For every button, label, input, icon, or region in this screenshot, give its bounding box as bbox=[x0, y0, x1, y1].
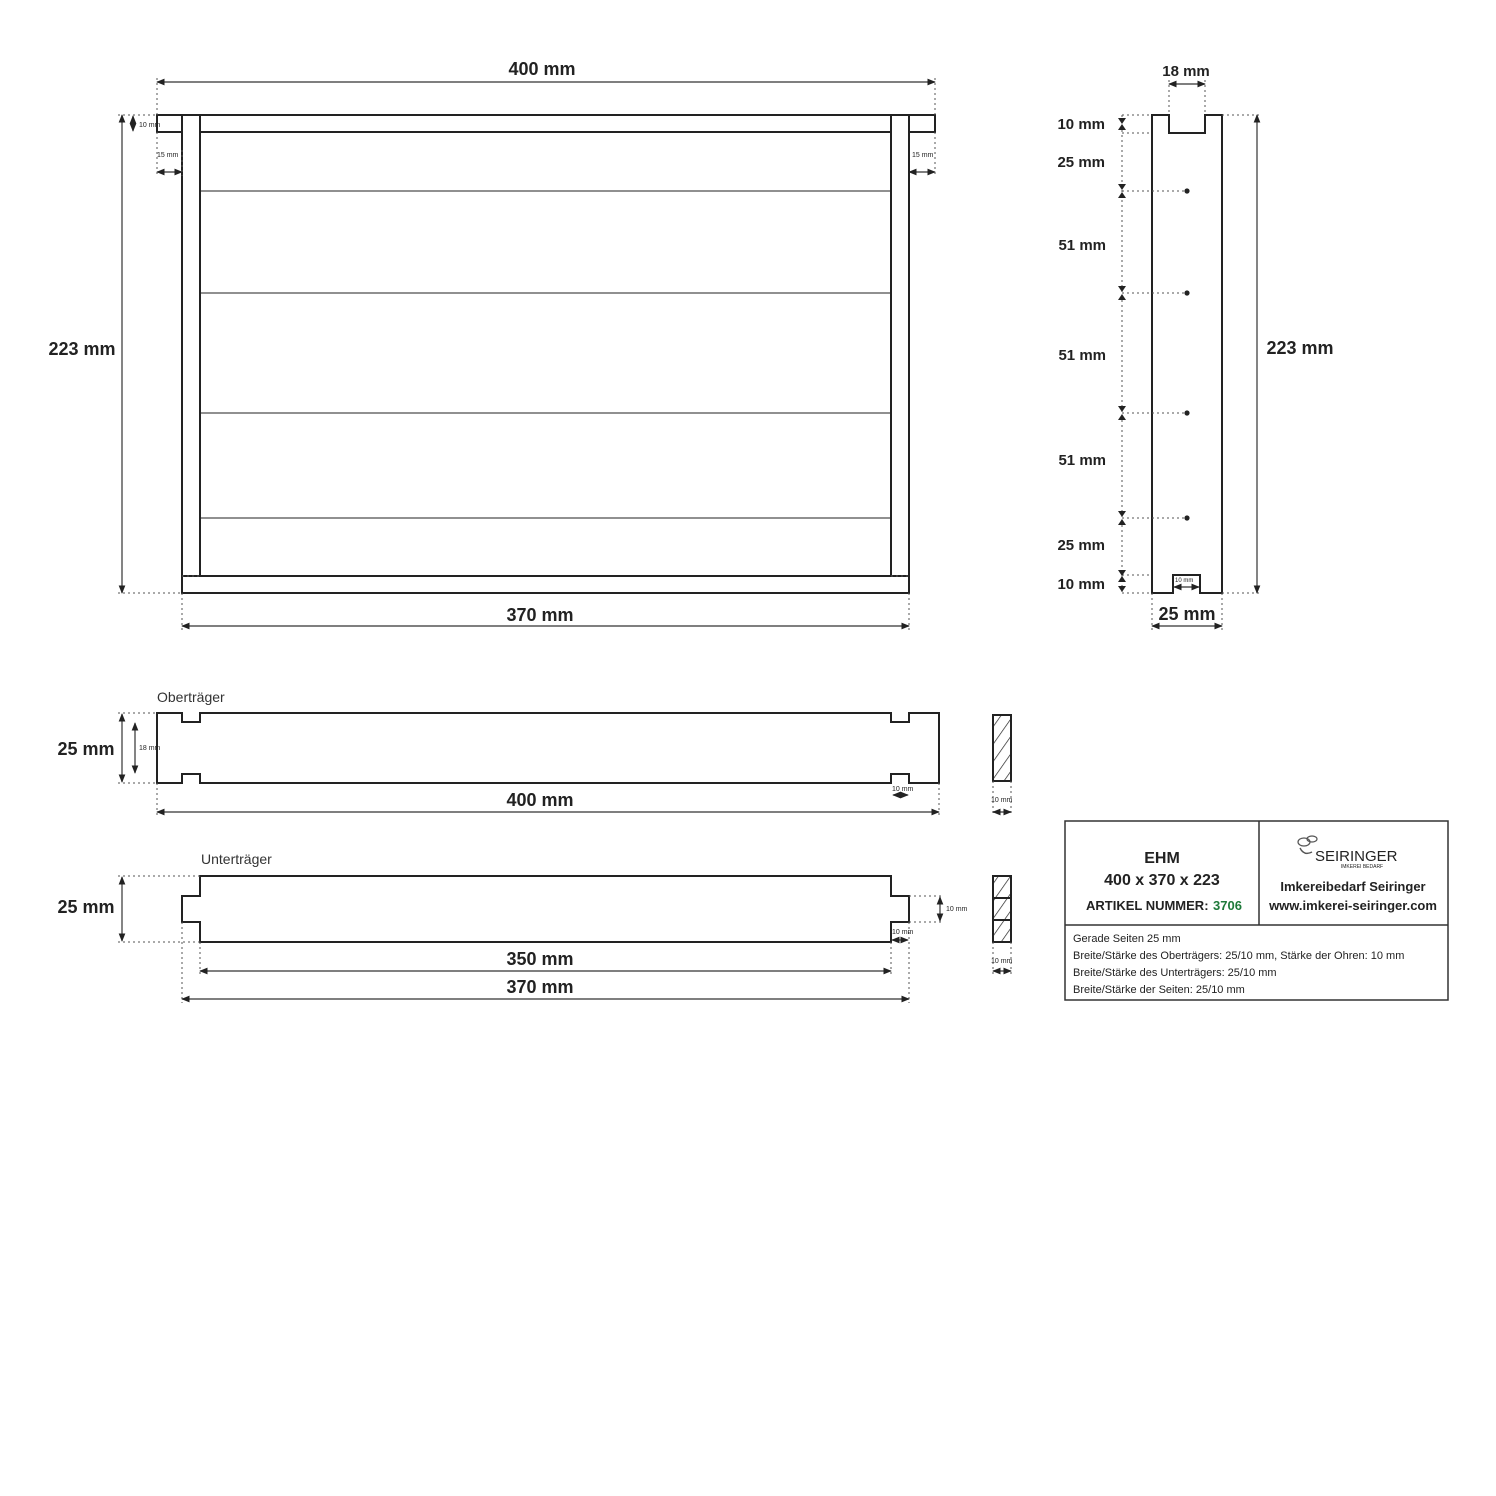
product-name: EHM bbox=[1144, 850, 1180, 867]
note-2: Breite/Stärke des Oberträgers: 25/10 mm, Stärke der Ohren: 10 mm bbox=[1073, 950, 1405, 962]
note-1: Gerade Seiten 25 mm bbox=[1073, 933, 1181, 945]
dim-height: 223 mm bbox=[48, 339, 116, 359]
top-bar-label: Oberträger bbox=[157, 689, 225, 705]
product-size: 400 x 370 x 223 bbox=[1104, 872, 1220, 889]
front-right-side bbox=[891, 115, 909, 593]
bottom-bar-drawing bbox=[57, 851, 1012, 1003]
dim-side-seg-3: 51 mm bbox=[1058, 237, 1106, 254]
dim-bottom-bar-inner: 350 mm bbox=[506, 949, 574, 969]
top-bar-section bbox=[993, 715, 1011, 781]
bottom-bar-profile bbox=[182, 876, 909, 942]
dim-side-top-gap: 18 mm bbox=[1162, 63, 1210, 80]
note-3: Breite/Stärke des Unterträgers: 25/10 mm bbox=[1073, 967, 1277, 979]
dim-side-seg-1: 10 mm bbox=[1057, 116, 1105, 133]
top-bar-drawing bbox=[57, 689, 1012, 816]
dim-bottom-bar-outer: 370 mm bbox=[506, 977, 574, 997]
dim-side-width: 25 mm bbox=[1158, 604, 1216, 624]
bottom-bar-section bbox=[993, 876, 1011, 942]
company-name: Imkereibedarf Seiringer bbox=[1280, 879, 1426, 894]
dim-ear-thickness: 10 mm bbox=[139, 122, 161, 129]
dim-top-bar-length: 400 mm bbox=[506, 790, 574, 810]
dim-bottom-width: 370 mm bbox=[506, 605, 574, 625]
note-4: Breite/Stärke der Seiten: 25/10 mm bbox=[1073, 984, 1245, 996]
front-view bbox=[48, 59, 935, 630]
dim-bottom-bar-notch-width: 10 mm bbox=[892, 929, 914, 936]
front-left-side bbox=[182, 115, 200, 593]
side-view bbox=[1057, 63, 1333, 630]
dim-ear-left: 15 mm bbox=[157, 152, 179, 159]
dim-side-seg-2: 25 mm bbox=[1057, 154, 1105, 171]
dim-bottom-bar-section: 10 mm bbox=[991, 958, 1013, 965]
top-bar-profile bbox=[157, 713, 939, 783]
dim-side-height: 223 mm bbox=[1266, 338, 1334, 358]
logo-subtext: IMKEREI BEDARF bbox=[1340, 864, 1384, 870]
bottom-bar-label: Unterträger bbox=[201, 851, 272, 867]
dim-side-seg-5: 51 mm bbox=[1058, 452, 1106, 469]
dim-side-seg-4: 51 mm bbox=[1058, 347, 1106, 364]
dim-bottom-bar-notch: 10 mm bbox=[946, 906, 968, 913]
dim-side-notch: 10 mm bbox=[1175, 578, 1194, 584]
logo-text: SEIRINGER bbox=[1315, 848, 1398, 865]
dim-top-bar-notch: 18 mm bbox=[139, 745, 161, 752]
dim-side-seg-7: 10 mm bbox=[1057, 576, 1105, 593]
dim-top-bar-section: 10 mm bbox=[991, 797, 1013, 804]
side-profile bbox=[1152, 115, 1222, 593]
dim-ear-right: 15 mm bbox=[912, 152, 934, 159]
dim-bottom-bar-height: 25 mm bbox=[57, 897, 115, 917]
front-bottom-bar bbox=[182, 576, 909, 593]
dim-top-bar-height: 25 mm bbox=[57, 739, 115, 759]
company-website: www.imkerei-seiringer.com bbox=[1269, 898, 1437, 913]
front-top-bar bbox=[157, 115, 935, 132]
dim-top-bar-ear: 10 mm bbox=[892, 786, 914, 793]
dim-side-seg-6: 25 mm bbox=[1057, 537, 1105, 554]
title-block bbox=[1065, 821, 1448, 1000]
article-number: 3706 bbox=[1213, 898, 1242, 913]
article-label: ARTIKEL NUMMER: bbox=[1086, 898, 1209, 913]
dim-top-width: 400 mm bbox=[508, 59, 576, 79]
